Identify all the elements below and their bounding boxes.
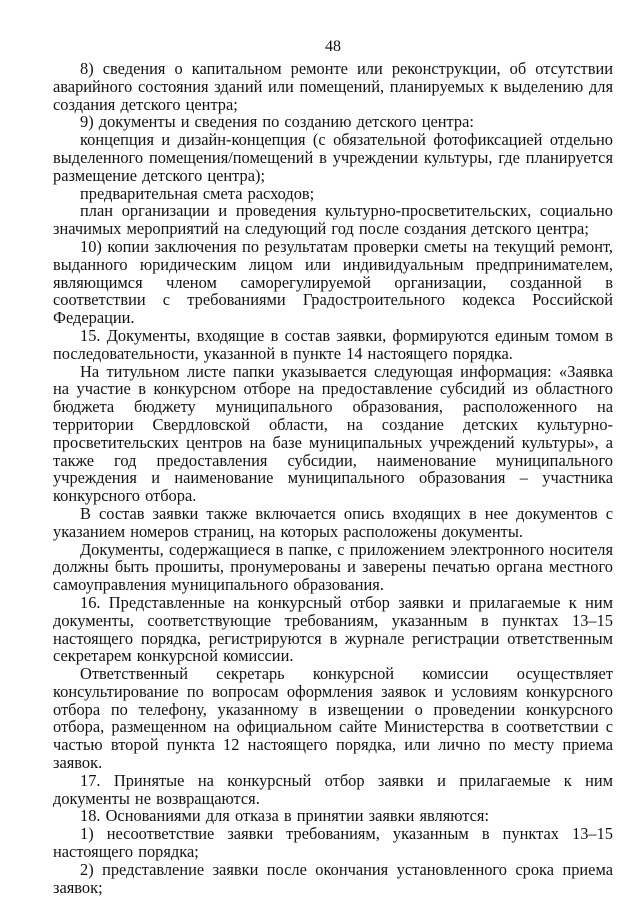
- paragraph: 1) несоответствие заявки требованиям, указанным в пунктах 13–15 настоящего порядка;: [53, 824, 613, 862]
- paragraph: концепция и дизайн-концепция (с обязательной фотофиксацией отдельно выделенного помещения/помещений в учреждении культуры, где планируется размещение детского центра);: [53, 130, 613, 185]
- paragraph: 2) представление заявки после окончания установленного срока приема заявок;: [53, 859, 613, 897]
- page-number: 48: [325, 38, 341, 55]
- paragraph: 10) копии заключения по результатам проверки сметы на текущий ремонт, выданного юридическим лицом или индивидуальным предпринимателем, являющимся членом саморегулируемой организации, созданной в соответствии с требованиями Градостроительного кодекса Российской Федерации.: [53, 236, 613, 328]
- paragraph: 15. Документы, входящие в состав заявки, формируются единым томом в последовательности, указанной в пункте 14 настоящего порядка.: [53, 325, 613, 363]
- paragraph: В состав заявки также включается опись входящих в нее документов с указанием номеров страниц, на которых расположены документы.: [53, 503, 613, 541]
- paragraph: план организации и проведения культурно-просветительских, социально значимых мероприятий на следующий год после создания детского центра;: [53, 201, 613, 239]
- paragraph: предварительная смета расходов;: [80, 183, 315, 203]
- paragraph: 8) сведения о капитальном ремонте или реконструкции, об отсутствии аварийного состояния зданий или помещений, планируемых к выделению для создания детского центра;: [53, 59, 613, 114]
- paragraph: Документы, содержащиеся в папке, с приложением электронного носителя должны быть прошиты, пронумерованы и заверены печатью органа местного самоуправления муниципального образования.: [53, 539, 613, 595]
- document-body: [53, 60, 613, 896]
- paragraph: 16. Представленные на конкурсный отбор заявки и прилагаемые к ним документы, соответствующие требованиям, указанным в пунктах 13–15 настоящего порядка, регистрируются в журнале регистрации ответственным секретарем конкурсной комиссии.: [53, 592, 613, 666]
- paragraph: Ответственный секретарь конкурсной комиссии осуществляет консультирование по вопросам оформления заявок и условиям конкурсного отбора по телефону, указанному в извещении о проведении конкурсного отбора, размещенном на официальном сайте Министерства в соответствии с частью второй пункта 12 настоящего порядка, или лично по месту приема заявок.: [53, 664, 613, 773]
- paragraph: 17. Принятые на конкурсный отбор заявки и прилагаемые к ним документы не возвращаются.: [53, 770, 613, 808]
- paragraph: На титульном листе папки указывается следующая информация: «Заявка на участие в конкурсном отборе на предоставление субсидий из областного бюджета бюджету муниципального образования, расположенного на территории Свердловской области, на создание детских культурно-просветительских центров на базе муниципальных учреждений культуры», а также год предоставления субсидии, наименование муниципального учреждения и наименование муниципального образования – участника конкурсного отбора.: [53, 361, 613, 506]
- paragraph: 9) документы и сведения по созданию детского центра:: [80, 112, 474, 132]
- paragraph: 18. Основаниями для отказа в принятии заявки являются:: [80, 806, 490, 826]
